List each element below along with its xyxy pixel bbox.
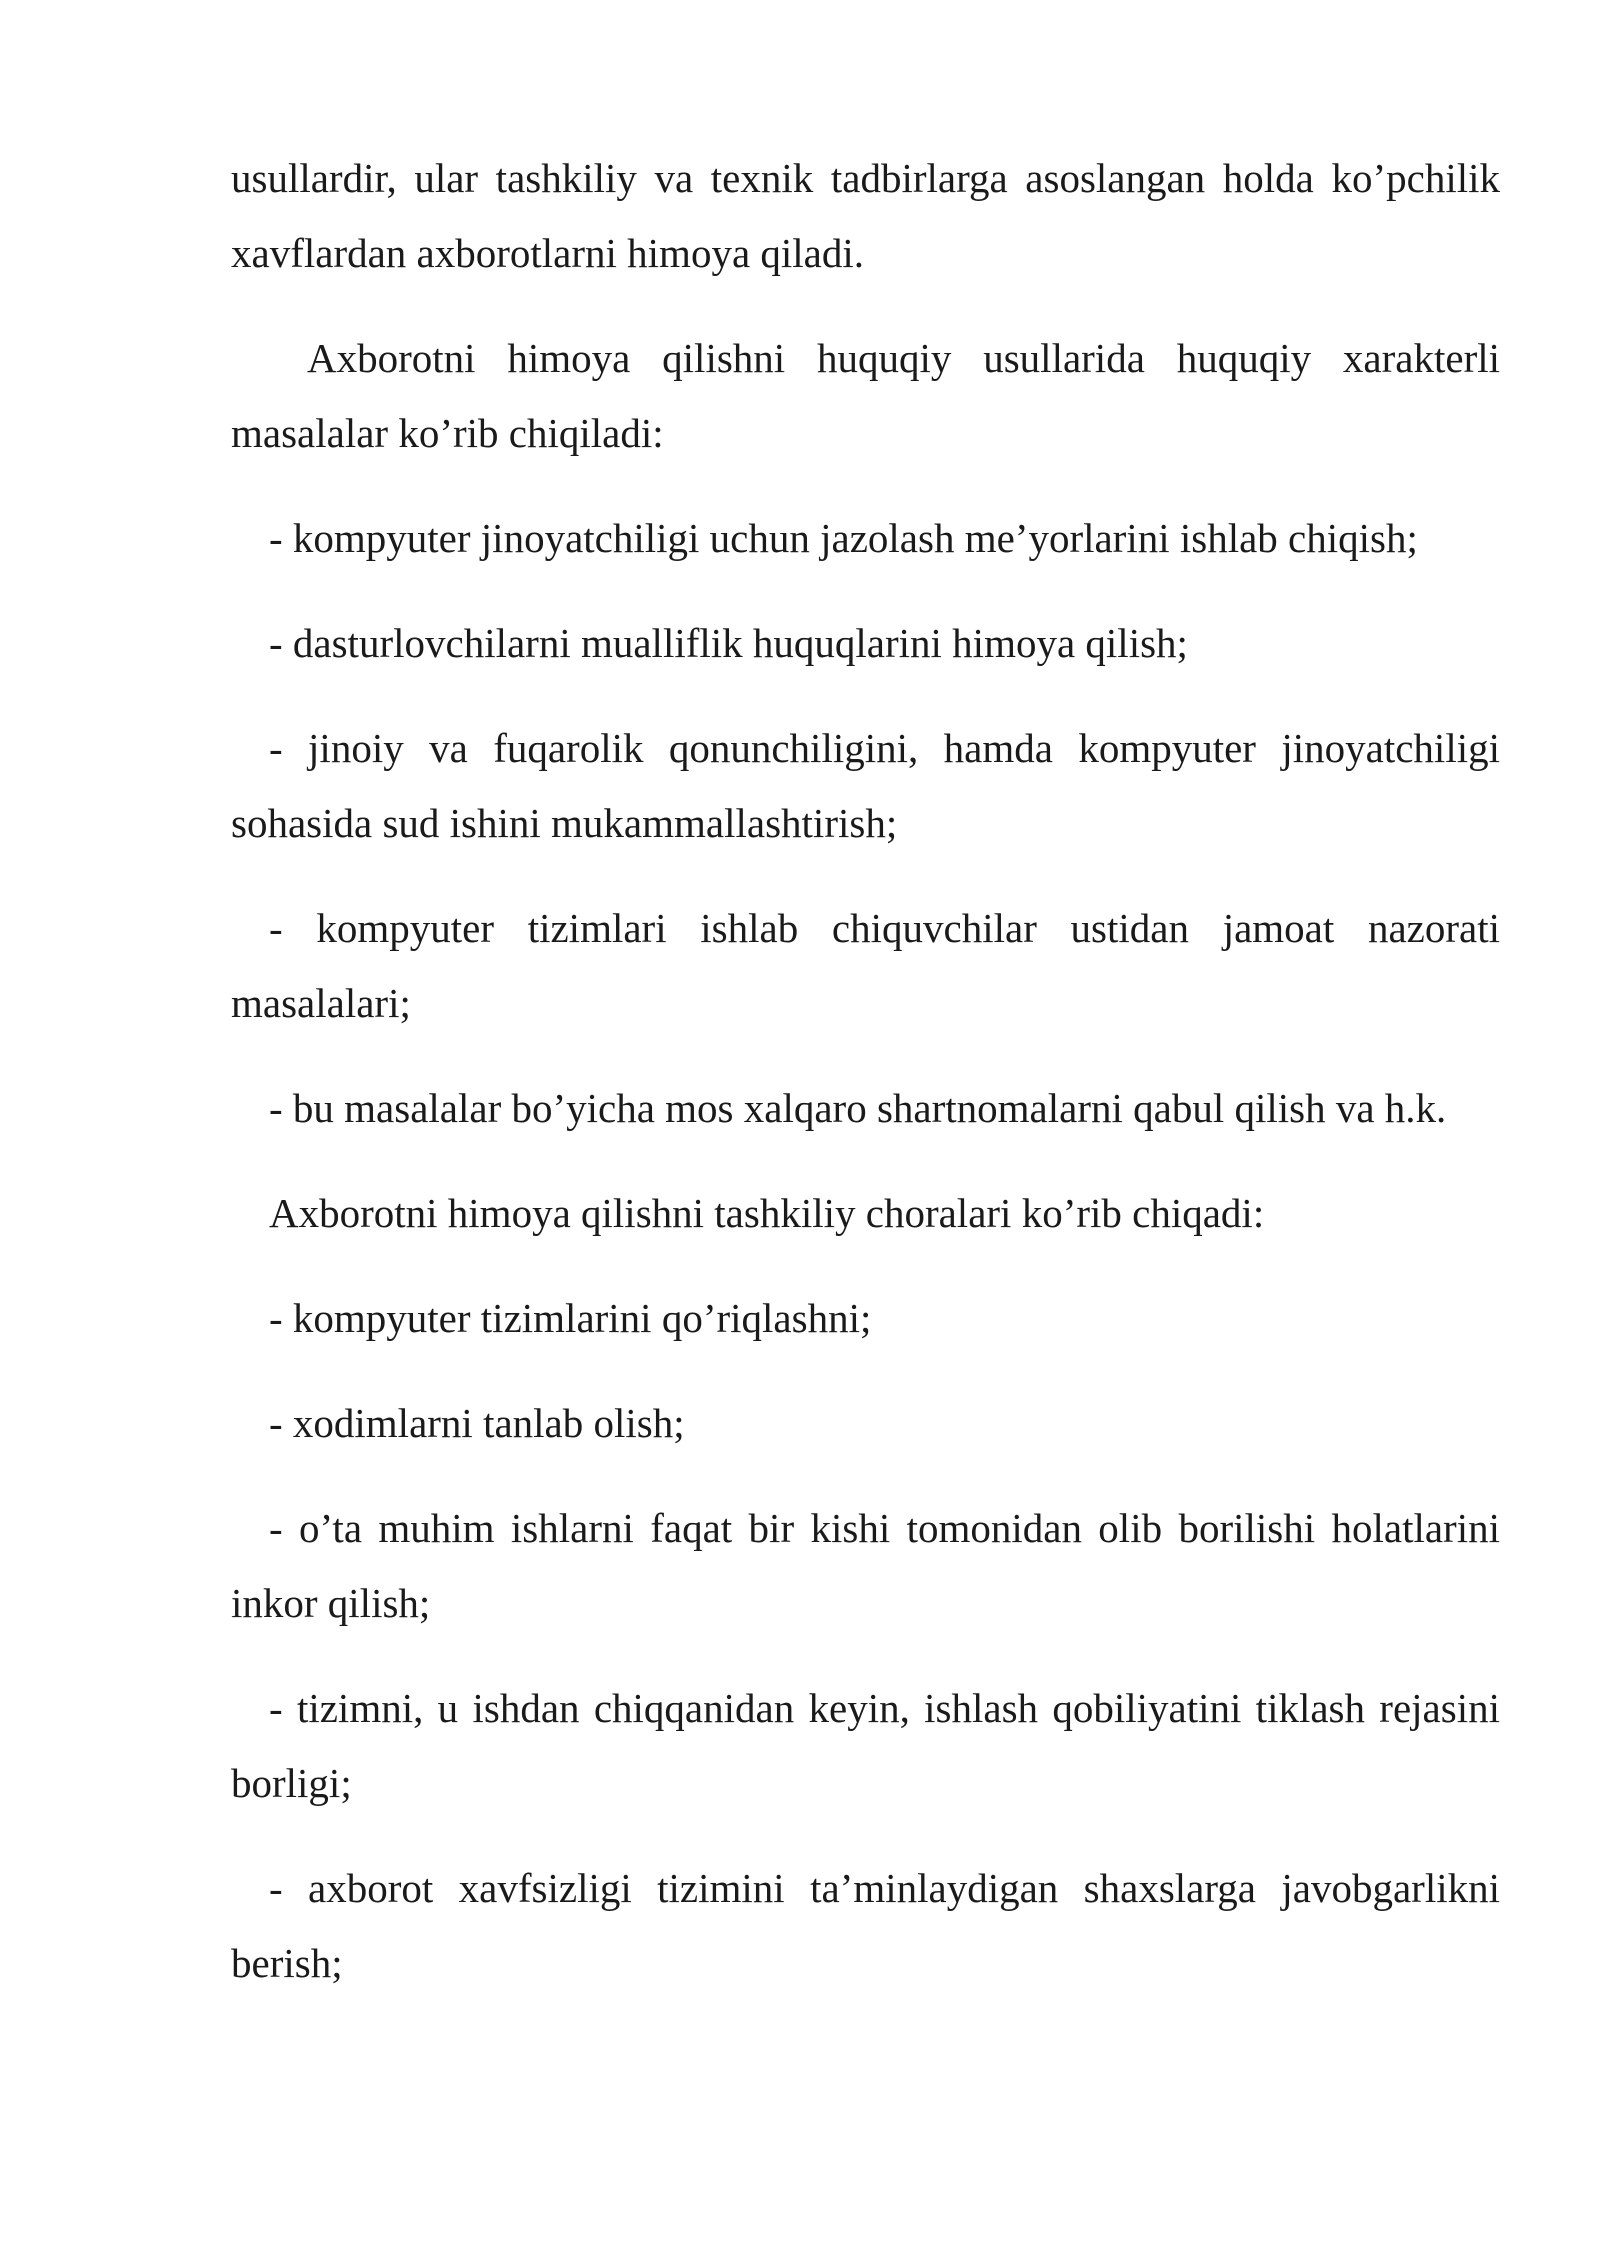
list-item: - o’ta muhim ishlarni faqat bir kishi tomonidan olib borilishi holatlarini inkor qilish; (231, 1505, 1500, 1626)
list-item: - dasturlovchilarni mualliflik huquqlarini himoya qilish; (269, 620, 1188, 666)
paragraph-organizational-measures-intro: Axborotni himoya qilishni tashkiliy choralari ko’rib chiqadi: (269, 1190, 1265, 1236)
list-item: - xodimlarni tanlab olish; (269, 1400, 685, 1446)
document-body (231, 141, 1500, 2031)
paragraph-continuation: usullardir, ular tashkiliy va texnik tadbirlarga asoslangan holda ko’pchilik xavflardan axborotlarni himoya qiladi. (231, 155, 1500, 276)
list-item: - kompyuter tizimlari ishlab chiquvchilar ustidan jamoat nazorati masalalari; (231, 905, 1500, 1026)
list-item: - tizimni, u ishdan chiqqanidan keyin, ishlash qobiliyatini tiklash rejasini borligi; (231, 1685, 1500, 1806)
list-item: - kompyuter jinoyatchiligi uchun jazolash me’yorlarini ishlab chiqish; (269, 515, 1418, 561)
list-item: - jinoiy va fuqarolik qonunchiligini, hamda kompyuter jinoyatchiligi sohasida sud ishini mukammallashtirish; (231, 725, 1500, 846)
list-item: - kompyuter tizimlarini qo’riqlashni; (269, 1295, 872, 1341)
list-item: - axborot xavfsizligi tizimini ta’minlaydigan shaxslarga javobgarlikni berish; (231, 1865, 1500, 1986)
list-item: - bu masalalar bo’yicha mos xalqaro shartnomalarni qabul qilish va h.k. (269, 1085, 1447, 1131)
paragraph-legal-methods-intro: Axborotni himoya qilishni huquqiy usullarida huquqiy xarakterli masalalar ko’rib chiqiladi: (231, 335, 1500, 456)
